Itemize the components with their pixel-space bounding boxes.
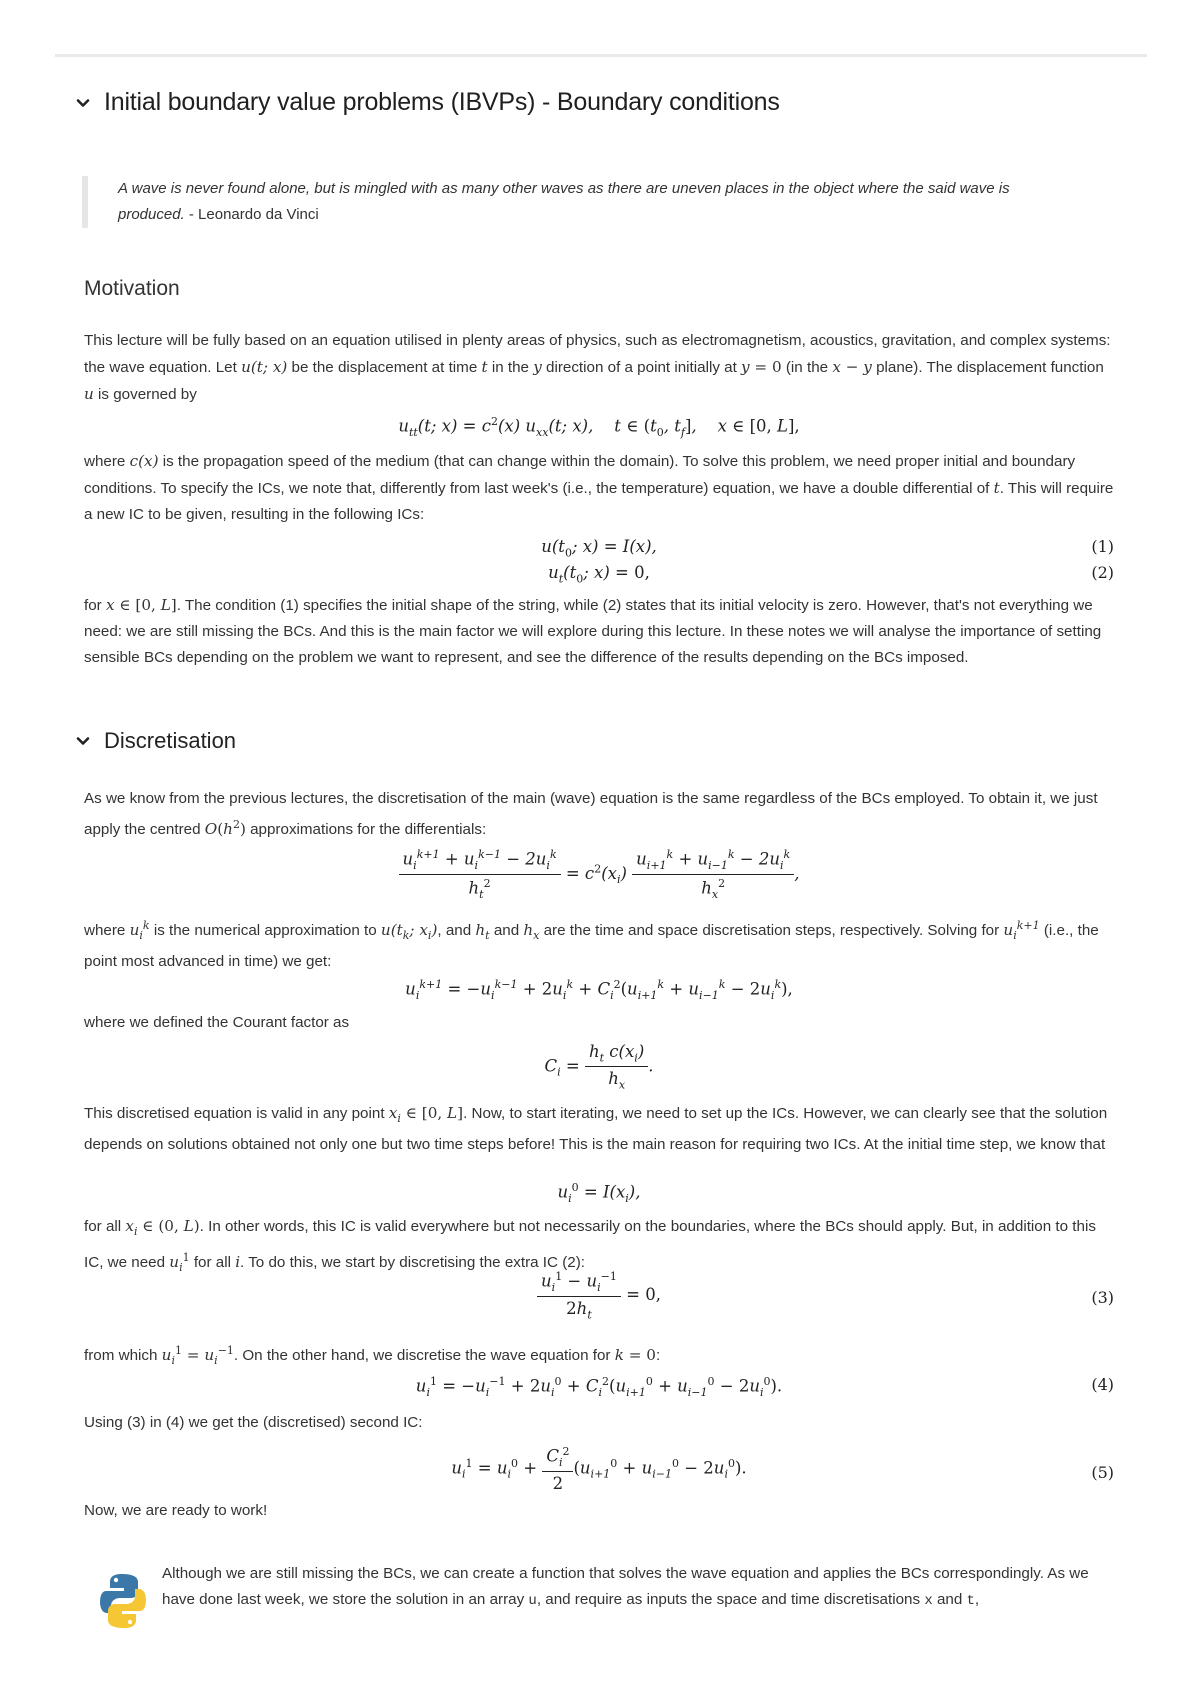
text: This discretised equation is valid in any point	[84, 1105, 389, 1122]
wave-equation: $u_{tt}(t$; $x) = c^2(x)$ $u_{xx}(t$; x), t ∈ ($t_0$, $t_f$], x ∈ [0, L],	[398, 415, 800, 439]
second-ic-final: $u_i^1 = u_i^0$ + $\frac{C_i^2}{2}$ $(u_{i+1}^0 + u_{i-1}^0 - 2u_i^0)$. (5)	[451, 1445, 1114, 1493]
equation-number: (2)	[1091, 563, 1114, 582]
text: where	[84, 453, 130, 470]
text: for all	[189, 1254, 236, 1272]
math-inline: u	[84, 385, 94, 403]
text: plane). The displacement function	[871, 359, 1104, 376]
text: and	[932, 1591, 967, 1608]
text: is the propagation speed of the medium (that can change within the domain). To solve this problem, we need proper initial and boundary conditions. To specify the ICs, we note that, differently from last week's (i.e., the temperature) equation, we have a double differential of	[84, 453, 1076, 497]
discretisation-paragraph-2: where $u_i^k$ is the numerical approximation to $u(t_k$; $x_i$), and $h_t$ and $h_x$ are the time and space discretisation steps, respectively. Solving for $u_i^{k+1}$ (i.e., the point most advanced in time) we get:	[84, 919, 1099, 971]
motivation-paragraph-2: where c(x) is the propagation speed of the medium (that can change within the domain). To solve this problem, we need proper initial and boundary conditions. To specify the ICs, we note that, differently from last week's (i.e., the temperature) equation, we have a double differential of t. This will require a new IC to be given, resulting in the following ICs:	[84, 452, 1114, 523]
text: direction of a point initially at	[541, 359, 742, 376]
text: for all	[84, 1218, 126, 1235]
text: . The condition (1) specifies the initial shape of the string, while (2) states that its initial velocity is zero. However, that's not everything we need: we are still missing the BCs. And this is the main factor we will explore during this lecture. In these notes we will analyse the importance of setting sensible BCs depending on the problem we want to represent, and see the difference of the results depending on the BCs imposed.	[84, 597, 1102, 666]
text: from which	[84, 1347, 162, 1365]
text: Although we are still missing the BCs, we can create a function that solves the wave equation and applies the BCs correspondingly. As we have done last week, we store the solution in an array	[162, 1565, 1089, 1608]
text: . In other words, this IC is valid everywhere but not necessarily on the boundaries, where the BCs should apply. But, in addition to this IC, we need	[84, 1218, 1096, 1272]
equation-number: (4)	[1091, 1375, 1114, 1394]
centred-difference-equation: $\frac{u_i^{k+1} + u_i^{k-1} - 2u_i^k}{h_t^2}$ = $c^2(x_i)$ $\frac{u_{i+1}^k + u_{i-1}^k - 2u_i^k}{h_x^2}$ ,	[84, 848, 1114, 901]
motivation-paragraph-1: This lecture will be fully based on an equation utilised in plenty areas of physics, such as electromagnetism, acoustics, gravitation, and complex systems: the wave equation. Let u(t; x) be the displacement at time t in the y direction of a point initially at y = 0 (in the x − y plane). The displacement function u is governed by	[84, 332, 1111, 403]
text: in the	[487, 359, 534, 376]
discretisation-heading: Discretisation	[104, 728, 237, 753]
text: , and require as inputs the space and time discretisations	[536, 1591, 925, 1608]
python-note	[162, 1561, 1122, 1614]
text: (in the	[781, 359, 833, 376]
courant-factor-equation: $C_i$ = $\frac{h_t c(x_i)}{h_x}$ .	[544, 1042, 654, 1092]
text: is governed by	[93, 386, 197, 403]
text: approximations for the differentials:	[245, 821, 487, 839]
text: . Now, to start iterating, we need to set up the ICs. However, we can clearly see that the solution depends on solutions obtained not only one but two time steps before! This is the main reason for requiring two ICs. At the initial time step, we know that	[84, 1105, 1108, 1154]
top-divider	[55, 54, 1147, 57]
second-ic-discrete: $\frac{u_i^1 - u_i^{-1}}{2h_t}$ = 0, (3)	[84, 1270, 1114, 1321]
text: As we know from the previous lectures, the discretisation of the main (wave) equation is the same regardless of the BCs employed. To obtain it, we just apply the centred	[84, 790, 1098, 839]
equation-number: (5)	[1091, 1463, 1114, 1482]
equation-number: (1)	[1091, 537, 1114, 556]
quote-text: A wave is never found alone, but is mingled with as many other waves as there are uneven places in the object where the said wave is produced.	[118, 180, 1010, 223]
text: . On the other hand, we discretise the wave equation for	[233, 1347, 615, 1365]
text: This lecture will be fully based on an equation utilised in plenty areas of physics, such as electromagnetism, acoustics, gravitation, and complex systems: the wave equation. Let	[84, 332, 1111, 376]
discretisation-paragraph-5: for all $x_i$ ∈ (0, L). In other words, this IC is valid everywhere but not necessarily on the boundaries, where the BCs should apply. But, in addition to this IC, we need $u_i^1$ for all i. To do this, we start by discretising the extra IC (2):	[84, 1217, 1096, 1275]
motivation-heading: Motivation	[84, 277, 180, 300]
text: . This will require a new IC to be given, resulting in the following ICs:	[84, 480, 1114, 523]
text: ,	[974, 1591, 980, 1608]
text: is the numerical approximation to	[149, 922, 381, 940]
text: be the displacement at time	[287, 359, 482, 376]
initial-condition-1: $u(t_0$; x) = I(x), (1)	[541, 537, 1114, 560]
discretisation-paragraph-7: Using (3) in (4) we get the (discretised) second IC:	[84, 1414, 423, 1431]
text: , and	[437, 922, 476, 940]
text: and	[489, 922, 524, 940]
section-header-discretisation[interactable]	[76, 728, 236, 754]
wave-eq-k0: $u_i^1 = -u_i^{-1} + 2u_i^0 + C_i^2(u_{i+1}^0 + u_{i-1}^0 - 2u_i^0)$. (4)	[415, 1375, 1114, 1399]
chevron-down-icon[interactable]	[76, 734, 90, 748]
text: are the time and space discretisation steps, respectively. Solving for	[539, 922, 1004, 940]
discretisation-paragraph-1: As we know from the previous lectures, the discretisation of the main (wave) equation is the same regardless of the BCs employed. To obtain it, we just apply the centred $O(h^2)$ approximations for the differentials:	[84, 790, 1098, 839]
code-t: t	[966, 1593, 975, 1609]
section-header-ibvp[interactable]	[76, 88, 780, 117]
text: . To do this, we start by discretising the extra IC (2):	[240, 1254, 585, 1272]
text: (i.e., the point most advanced in time) we get:	[84, 922, 1099, 971]
epigraph-quote	[82, 176, 1078, 228]
initial-condition-2: $u_t(t_0$; x) = 0, (2)	[548, 563, 1114, 586]
math-inline: t	[481, 358, 488, 376]
code-u: u	[528, 1593, 537, 1609]
text: where	[84, 922, 130, 940]
math-inline: u(t; x)	[241, 358, 288, 376]
discretisation-paragraph-6: from which $u_i^1 = u_i^{-1}$. On the other hand, we discretise the wave equation for k = 0:	[84, 1344, 661, 1368]
code-x: x	[924, 1593, 933, 1609]
math-inline: x	[832, 358, 841, 376]
first-ic-discrete: $u_i^0 = I(x_i)$,	[557, 1181, 641, 1205]
text: for	[84, 597, 106, 614]
equation-number: (3)	[1091, 1288, 1114, 1307]
text: :	[655, 1347, 661, 1365]
chevron-down-icon[interactable]	[76, 96, 90, 110]
python-logo-icon	[100, 1572, 146, 1630]
quote-author: - Leonardo da Vinci	[184, 206, 319, 223]
math-inline: y	[533, 358, 542, 376]
discretisation-paragraph-4: This discretised equation is valid in any point $x_i$ ∈ [0, L]. Now, to start iterating, we need to set up the ICs. However, we can clearly see that the solution depends on solutions obtained not only one but two time steps before! This is the main reason for requiring two ICs. At the initial time step, we know that	[84, 1104, 1108, 1154]
page-title: Initial boundary value problems (IBVPs) - Boundary conditions	[104, 88, 780, 116]
motivation-paragraph-3: for x ∈ [0, L]. The condition (1) specifies the initial shape of the string, while (2) states that its initial velocity is zero. However, that's not everything we need: we are still missing the BCs. And this is the main factor we will explore during this lecture. In these notes we will analyse the importance of setting sensible BCs depending on the problem we want to represent, and see the difference of the results depending on the BCs imposed.	[84, 596, 1102, 666]
discretisation-paragraph-3: where we defined the Courant factor as	[84, 1014, 350, 1031]
math-inline: y	[741, 358, 750, 376]
update-equation: $u_i^{k+1} = -u_i^{k-1} + 2u_i^k + C_i^2(u_{i+1}^k + u_{i-1}^k - 2u_i^k)$,	[405, 978, 793, 1002]
discretisation-paragraph-8: Now, we are ready to work!	[84, 1502, 268, 1519]
